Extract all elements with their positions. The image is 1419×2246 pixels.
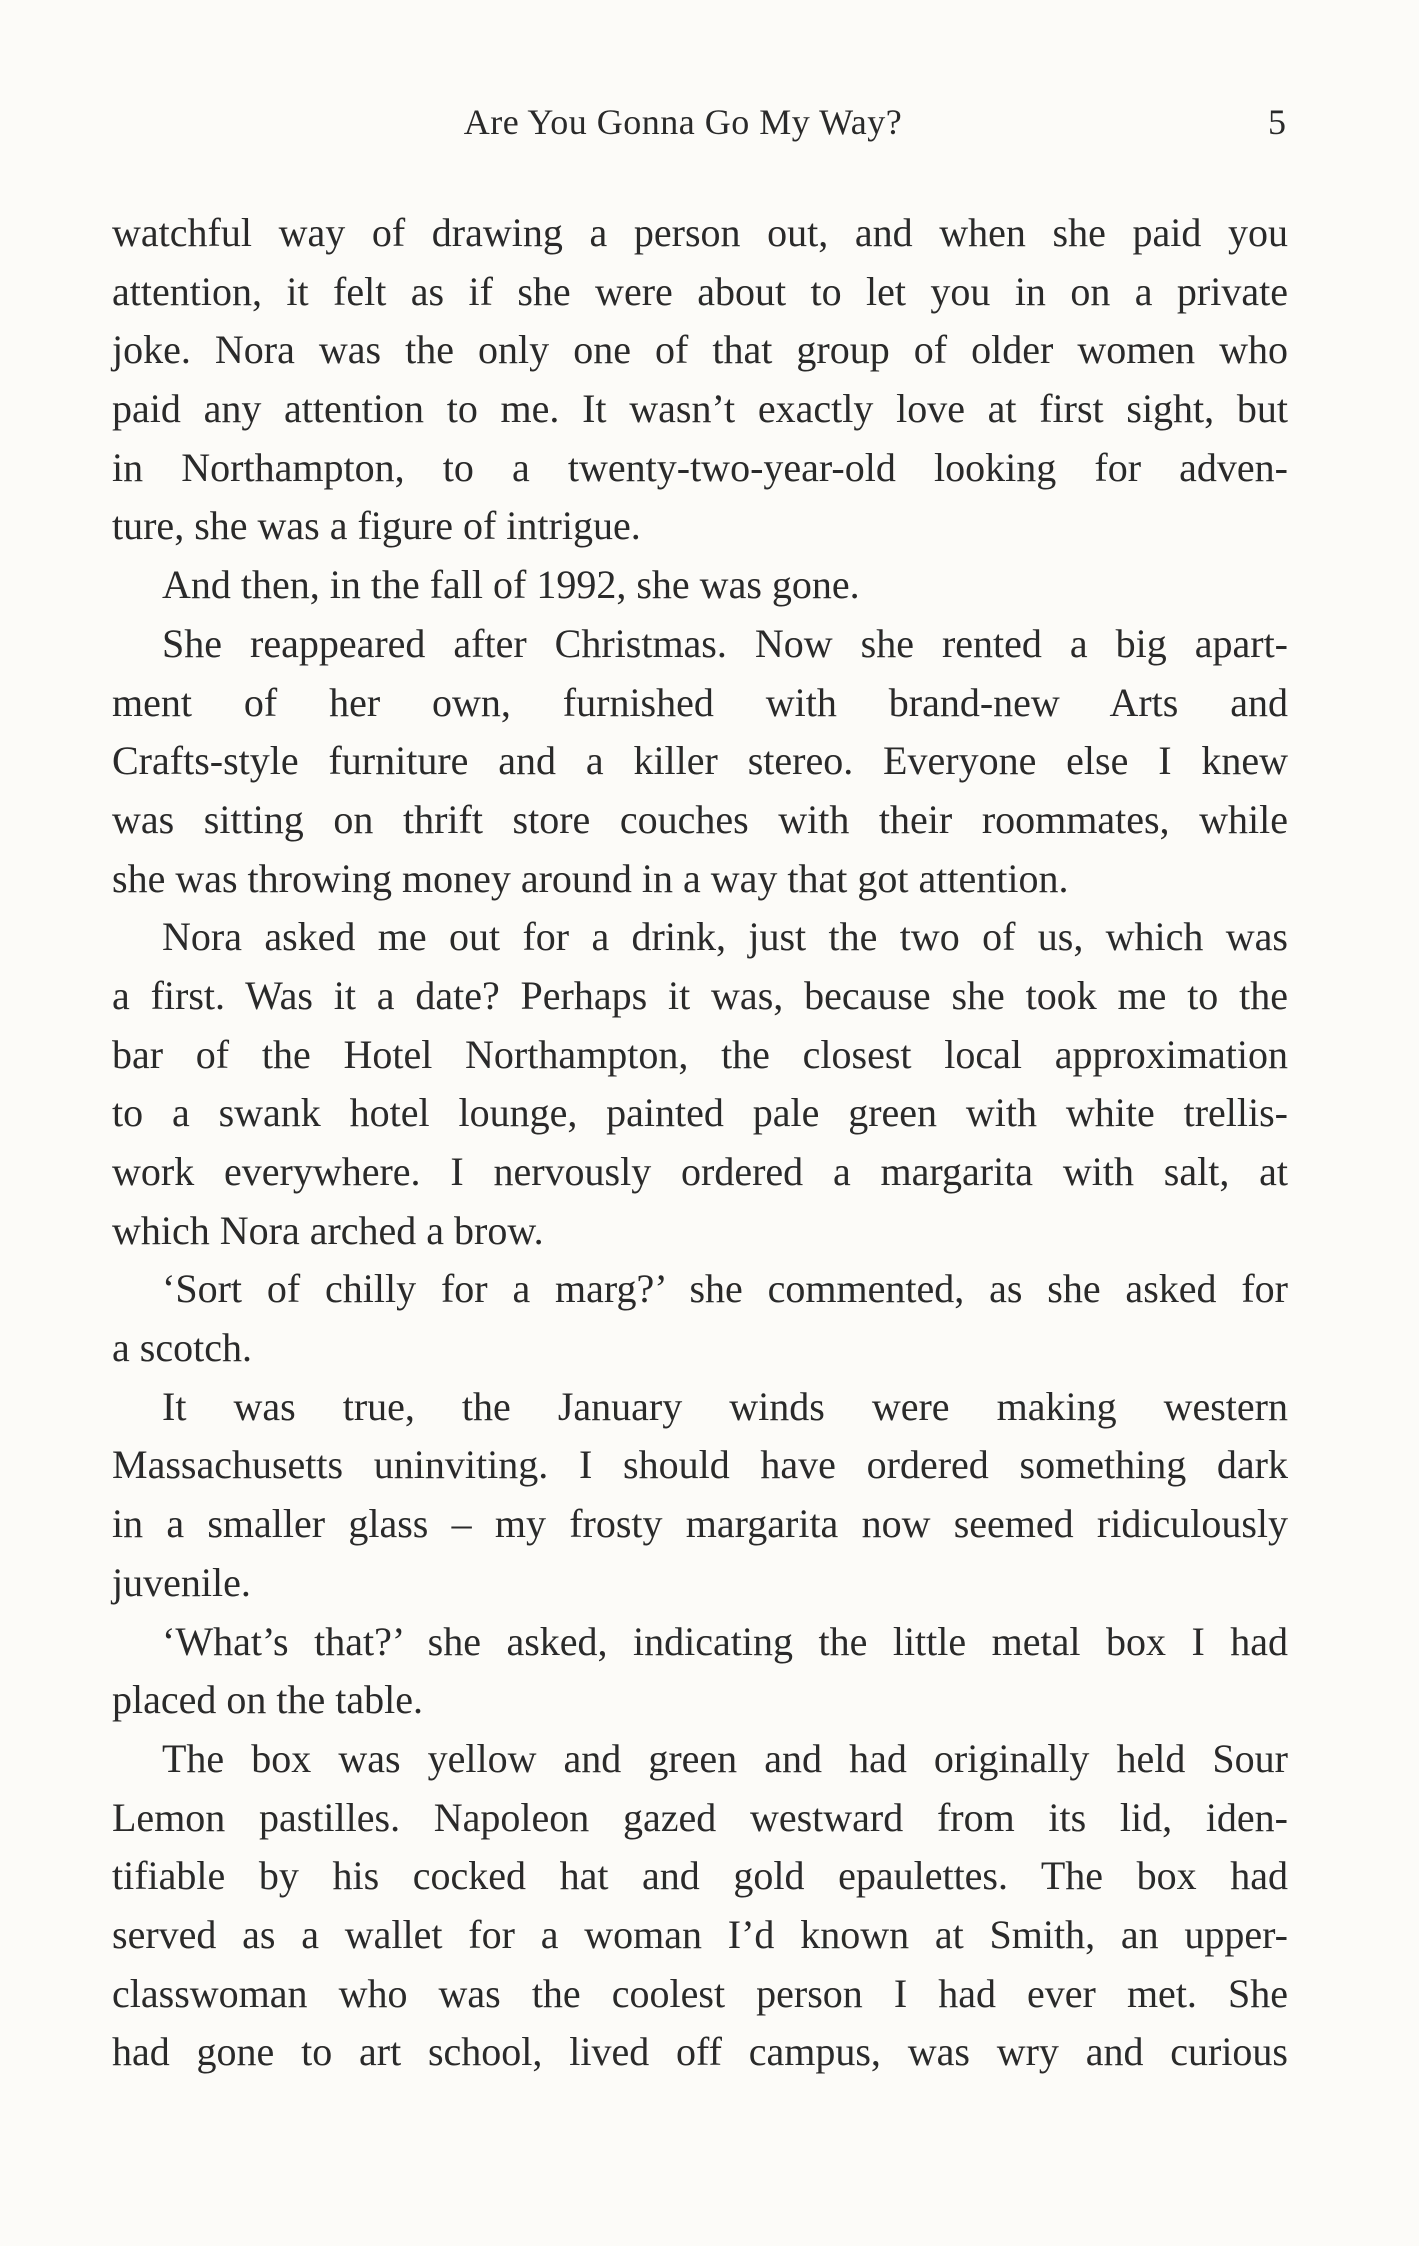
text-line: had gone to art school, lived off campus, was wry and curious [112,2029,1288,2075]
text-line: to a swank hotel lounge, painted pale green with white trellis- [112,1090,1288,1136]
text-line: ture, she was a figure of intrigue. [112,503,641,549]
text-line: It was true, the January winds were making western [162,1383,1288,1429]
text-line: which Nora arched a brow. [112,1207,544,1253]
text-line: ‘Sort of chilly for a marg?’ she commented, as she asked for [162,1266,1288,1312]
text-line: tifiable by his cocked hat and gold epaulettes. The box had [112,1853,1288,1899]
text-line: a scotch. [112,1325,252,1371]
text-line: Massachusetts uninviting. I should have ordered something dark [112,1442,1288,1488]
text-line: And then, in the fall of 1992, she was gone. [162,562,860,608]
text-line: classwoman who was the coolest person I had ever met. She [112,1970,1288,2016]
text-line: juvenile. [112,1559,251,1605]
text-line: The box was yellow and green and had originally held Sour [162,1735,1288,1781]
text-line: ment of her own, furnished with brand-new Arts and [112,679,1288,725]
text-line: paid any attention to me. It wasn’t exactly love at first sight, but [112,386,1288,432]
text-line: work everywhere. I nervously ordered a margarita with salt, at [112,1149,1288,1194]
text-line: served as a wallet for a woman I’d known at Smith, an upper- [112,1911,1288,1957]
text-line: attention, it felt as if she were about to let you in on a private [112,268,1288,314]
text-line: a first. Was it a date? Perhaps it was, because she took me to the [112,972,1288,1018]
page-number: 5 [1268,102,1286,142]
text-line: Lemon pastilles. Napoleon gazed westward from its lid, iden- [112,1794,1288,1840]
text-line: Nora asked me out for a drink, just the two of us, which was [162,914,1288,960]
text-line: placed on the table. [112,1677,423,1723]
running-title: Are You Gonna Go My Way? [463,102,903,142]
text-line: was sitting on thrift store couches with their roommates, while [112,796,1288,842]
running-head [0,98,1419,146]
text-line: joke. Nora was the only one of that group of older women who [112,327,1288,373]
text-line: she was throwing money around in a way that got attention. [112,855,1069,901]
text-line: She reappeared after Christmas. Now she rented a big apart- [162,620,1288,666]
text-line: ‘What’s that?’ she asked, indicating the little metal box I had [162,1618,1288,1664]
text-line: watchful way of drawing a person out, and when she paid you [112,210,1288,255]
text-line: in a smaller glass – my frosty margarita now seemed ridiculously [112,1501,1288,1547]
text-line: bar of the Hotel Northampton, the closest local approximation [112,1031,1288,1077]
text-line: in Northampton, to a twenty-two-year-old looking for adven- [112,444,1288,490]
body-text [112,204,1288,2082]
text-line: Crafts-style furniture and a killer stereo. Everyone else I knew [112,738,1288,784]
